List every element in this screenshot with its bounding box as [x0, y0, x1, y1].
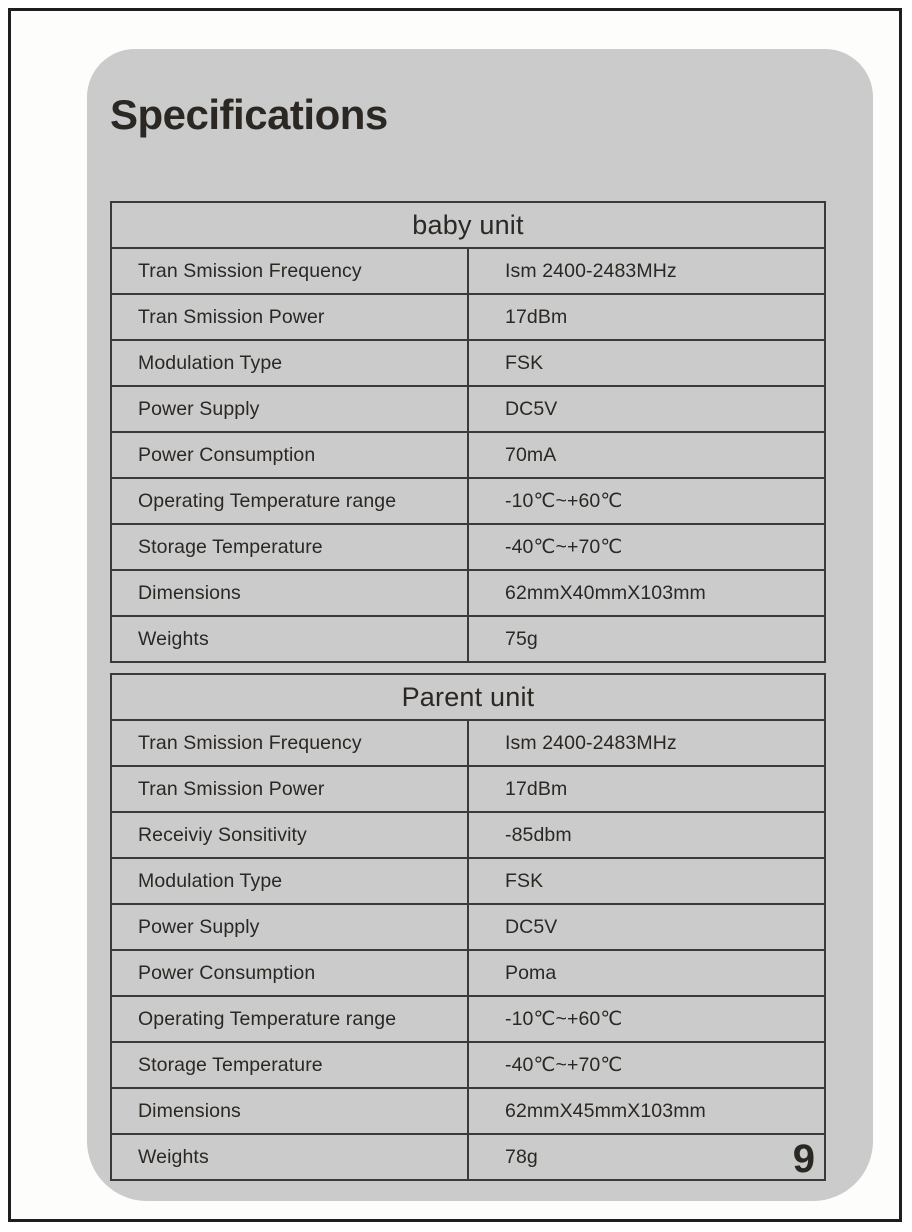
spec-row [111, 386, 825, 432]
spec-row [111, 478, 825, 524]
spec-row [111, 432, 825, 478]
spec-row [111, 524, 825, 570]
spec-table-baby-unit [110, 201, 826, 663]
spec-value: 70mA [468, 432, 825, 478]
spec-row [111, 248, 825, 294]
spec-row [111, 570, 825, 616]
spec-row [111, 294, 825, 340]
spec-label: Power Supply [111, 386, 468, 432]
unit-header-row [111, 674, 825, 720]
spec-label: Tran Smission Power [111, 766, 468, 812]
spec-label: Power Consumption [111, 950, 468, 996]
spec-value: -85dbm [468, 812, 825, 858]
spec-table-parent-body [111, 674, 825, 1180]
spec-label: Receiviy Sonsitivity [111, 812, 468, 858]
spec-label: Tran Smission Frequency [111, 720, 468, 766]
spec-row [111, 766, 825, 812]
spec-table-baby-body [111, 202, 825, 662]
spec-label: Power Supply [111, 904, 468, 950]
spec-value: 17dBm [468, 766, 825, 812]
spec-value: 62mmX45mmX103mm [468, 1088, 825, 1134]
spec-value: 17dBm [468, 294, 825, 340]
unit-header-parent: Parent unit [111, 674, 825, 720]
spec-value: DC5V [468, 386, 825, 432]
page-border-frame [8, 8, 902, 1222]
spec-label: Tran Smission Power [111, 294, 468, 340]
spec-value: 78g [468, 1134, 825, 1180]
spec-value: Poma [468, 950, 825, 996]
spec-row [111, 616, 825, 662]
spec-row [111, 950, 825, 996]
content-panel [87, 49, 873, 1201]
spec-label: Operating Temperature range [111, 478, 468, 524]
spec-row [111, 858, 825, 904]
spec-label: Modulation Type [111, 858, 468, 904]
spec-row [111, 340, 825, 386]
spec-value: FSK [468, 340, 825, 386]
page-title: Specifications [110, 91, 388, 138]
spec-label: Weights [111, 616, 468, 662]
spec-value: DC5V [468, 904, 825, 950]
spec-value: -10℃~+60℃ [468, 996, 825, 1042]
spec-value: FSK [468, 858, 825, 904]
spec-label: Operating Temperature range [111, 996, 468, 1042]
spec-label: Tran Smission Frequency [111, 248, 468, 294]
spec-label: Dimensions [111, 1088, 468, 1134]
spec-value: Ism 2400-2483MHz [468, 248, 825, 294]
spec-value: 75g [468, 616, 825, 662]
spec-label: Storage Temperature [111, 1042, 468, 1088]
spec-label: Storage Temperature [111, 524, 468, 570]
spec-value: Ism 2400-2483MHz [468, 720, 825, 766]
spec-row [111, 1042, 825, 1088]
page-number: 9 [792, 1137, 815, 1181]
spec-label: Dimensions [111, 570, 468, 616]
unit-header-baby: baby unit [111, 202, 825, 248]
spec-table-parent-unit [110, 673, 826, 1181]
spec-label: Power Consumption [111, 432, 468, 478]
spec-value: -40℃~+70℃ [468, 1042, 825, 1088]
spec-row [111, 1088, 825, 1134]
spec-label: Weights [111, 1134, 468, 1180]
spec-row [111, 720, 825, 766]
spec-row [111, 1134, 825, 1180]
spec-value: -40℃~+70℃ [468, 524, 825, 570]
unit-header-row [111, 202, 825, 248]
spec-value: -10℃~+60℃ [468, 478, 825, 524]
spec-row [111, 812, 825, 858]
spec-row [111, 904, 825, 950]
spec-label: Modulation Type [111, 340, 468, 386]
spec-row [111, 996, 825, 1042]
spec-value: 62mmX40mmX103mm [468, 570, 825, 616]
